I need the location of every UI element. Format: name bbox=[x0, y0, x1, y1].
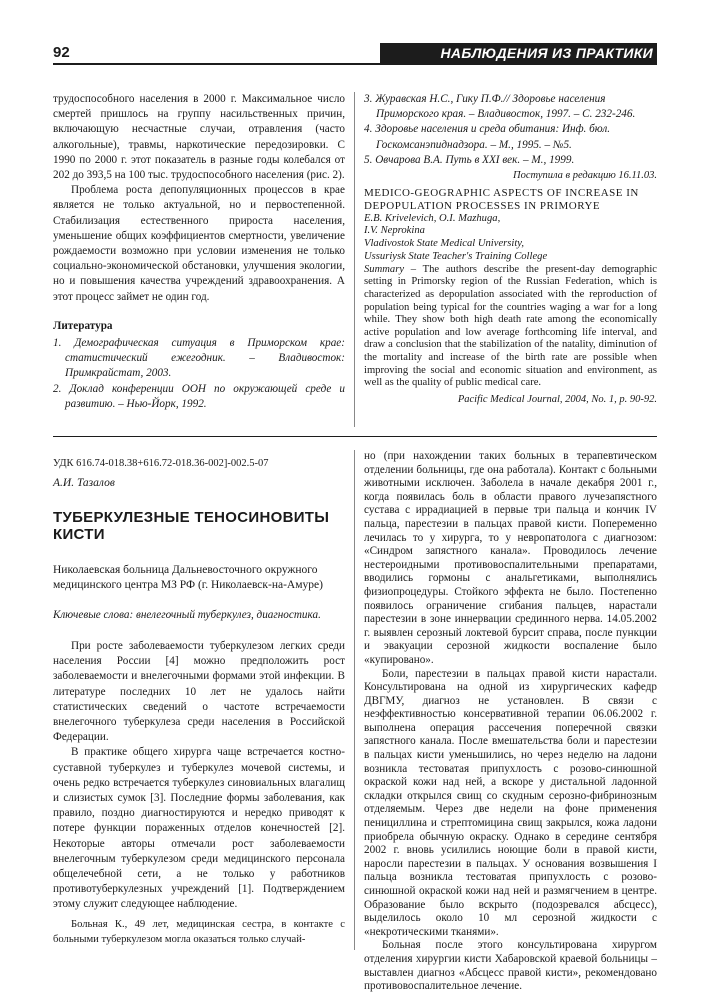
reference-item: 3. Журавская Н.С., Гику П.Ф.// Здоровье населения Приморского края. – Владивосток, 1997. – С. 232-246. bbox=[364, 93, 636, 121]
references-heading: Литература bbox=[53, 319, 113, 332]
article-separator bbox=[53, 436, 657, 437]
english-authors-2: I.V. Neprokina bbox=[364, 225, 425, 237]
top-right-column bbox=[364, 92, 657, 405]
udk-code: УДК 616.74-018.38+616.72-018.36-002]-002.5-07 bbox=[53, 458, 269, 469]
article-left-column bbox=[53, 457, 345, 947]
references-list bbox=[53, 336, 345, 412]
section-title: НАБЛЮДЕНИЯ ИЗ ПРАКТИКИ bbox=[380, 43, 657, 63]
top-left-column bbox=[53, 92, 345, 412]
body-paragraph: Больная К., 49 лет, медицинская сестра, в контакте с больными туберкулезом могла оказаться только случай- bbox=[53, 918, 345, 945]
header-rule bbox=[53, 63, 657, 65]
english-title: MEDICO-GEOGRAPHIC ASPECTS OF INCREASE IN DEPOPULATION PROCESSES IN PRIMORYE bbox=[364, 187, 639, 212]
summary-label: Summary bbox=[364, 263, 405, 275]
reference-item: 5. Овчарова В.А. Путь в XXI век. – М., 1999. bbox=[364, 153, 575, 166]
summary-text: – The authors describe the present-day demographic setting in Primorsky region of the Russian Federation, which is characterized as depopulation associated with the reproduction of population being typical for the countries waging a war for a long while. They show both high death rate among the economically active population and low average forthcoming life interval, and draw a conclusion that the stabilization of the natality, diminution of the mortality and increase of the birth rate are possible when improving the social and economic situation and environment, as well as the quality of public medical care. bbox=[364, 263, 657, 389]
continued-paragraph: трудоспособного населения в 2000 г. Максимальное число смертей пришлось на группу насильственных причин, включающую несчастные случаи, отравления (часто алкогольные), травмы, наркотические передозировки. С 1990 по 2000 г. этот показатель в разные годы колебался от 202 до 393,5 на 100 тыс. трудоспособного населения (рис. 2). bbox=[53, 93, 345, 182]
conclusion-paragraph: Проблема роста депопуляционных процессов в крае является не только актуальной, но и первостепенной. Стабилизация естественного прироста населения, уменьшение общих коэффициентов смертности, увеличение рождаемости возможно при условии изменения не только социально-экономической обстановки, улучшения экологии, но и повышения качества учреждений здравоохранения. А этот процесс займет не один год. bbox=[53, 184, 345, 303]
body-paragraph: Боли, парестезии в пальцах правой кисти нарастали. Консультирована на одной из хирургических кафедр ДВГМУ, диагноз не установлен. В связи с неэффективностью консервативной терапии 06.06.2002 г. выполнена операция рассечения поперечной связки запястного канала. После вмешательства боли и парестезии в пальцах кисти уменьшились, но через неделю на ладони возникла тестоватая припухлость с розово-синюшной окраской кожи над ней, а вскоре у дистальной ладонной складки открылся свищ со скудным серозно-фибринозным отделяемым. Через две недели на фоне применения пенициллина и стрептомицина свищ закрылся, кожа ладони приобрела обычную окраску. Однако в середине сентября 2002 г. вновь усилились ноющие боли в правой кисти, наросли парестезии в пальцах. У основания возвышения I пальца возникла тестоватая припухлость с розово-синюшной окраской кожи над ней и размягчением в центре. Образование было вскрыто (подозревался абсцесс), выделилось около 10 мл серозной жидкости с «некротическими тканями». bbox=[364, 667, 657, 938]
column-divider-bottom bbox=[354, 450, 355, 950]
reference-item: 1. Демографическая ситуация в Приморском крае: статистический ежегодник. – Владивосток: Примкрайстат, 2003. bbox=[53, 337, 345, 380]
article-affiliation: Николаевская больница Дальневосточного окружного медицинского центра МЗ РФ (г. Николаевск-на-Амуре) bbox=[53, 564, 323, 591]
article-author: А.И. Тазалов bbox=[53, 477, 115, 489]
english-summary bbox=[364, 264, 657, 390]
english-affiliation-1: Vladivostok State Medical University, bbox=[364, 238, 525, 250]
article-right-column bbox=[364, 450, 657, 994]
body-paragraph: При росте заболеваемости туберкулезом легких среди населения России [4] можно предположить рост заболеваемости и внелегочными формами этой инфекции. В литературе последних 10 лет не удалось найти статистических сведений о частоте встречаемости внелегочного туберкулеза среди населения в Российской Федерации. bbox=[53, 640, 345, 744]
english-authors: E.B. Krivelevich, O.I. Mazhuga, bbox=[364, 212, 501, 224]
reference-item: 4. Здоровье населения и среда обитания: Инф. бюл. Госкомсанэпиднадзора. – М., 1995. – №5. bbox=[364, 123, 611, 151]
page-number: 92 bbox=[53, 44, 70, 61]
column-divider-top bbox=[354, 92, 355, 427]
reference-item: 2. Доклад конференции ООН по окружающей среде и развитию. – Нью-Йорк, 1992. bbox=[53, 382, 345, 410]
article-title: ТУБЕРКУЛЕЗНЫЕ ТЕНОСИНОВИТЫ КИСТИ bbox=[53, 509, 330, 543]
body-paragraph: Больная после этого консультирована хирургом отделения хирургии кисти Хабаровской краевой больницы – выставлен диагноз «Абсцесс правой кисти», рекомендовано противовоспалительное лечение. bbox=[364, 939, 657, 993]
source-citation: Pacific Medical Journal, 2004, No. 1, p. 90-92. bbox=[457, 393, 657, 405]
body-paragraph: но (при нахождении таких больных в терапевтическом отделении больницы, где она работала). Контакт с больными животными исключен. Заболела в начале декабря 2001 г., когда появилась боль в области правого лучезапястного сустава с иррадиацией в первые три пальца и кончик IV пальца, парестезии в пальцах правой кисти. Попеременно лечилась то у хирурга, то у невропатолога с диагнозом: «Синдром запястного канала». Проводилось лечение нестероидными противовоспалительными препаратами, вводились гормоны с анальгетиками, выполнялись физиопроцедуры. Стойкого эффекта не было. Постепенно появилось ограничение сгибания пальцев, нарастали парестезии в зоне иннервации срединного нерва. 14.05.2002 г. выявлен серозный локтевой бурсит справа, после пункции и эвакуации серозной жидкости воспаление было «купировано». bbox=[364, 450, 657, 666]
body-paragraph: В практике общего хирурга чаще встречается костно-суставной туберкулез и туберкулез мочевой системы, и очень редко встречается туберкулез синовиальных влагалищ и слизистых сумок [3]. Последние формы заболевания, как правило, поздно диагностируются и нередко приводят к потере функции пораженных отделов конечностей [2]. Некоторые авторы отмечали рост заболеваемости внелегочным туберкулезом среди медицинского персонала общелечебной сети, а не только у работников противотуберкулезных учреждений [1]. Подтверждением этому служит следующее наблюдение. bbox=[53, 746, 345, 911]
references-list-continued bbox=[364, 92, 657, 168]
article-body-left bbox=[53, 639, 345, 947]
article-keywords: Ключевые слова: внелегочный туберкулез, диагностика. bbox=[53, 609, 321, 621]
received-date: Поступила в редакцию 16.11.03. bbox=[513, 170, 657, 182]
english-affiliation-2: Ussuriysk State Teacher's Training College bbox=[364, 251, 548, 262]
